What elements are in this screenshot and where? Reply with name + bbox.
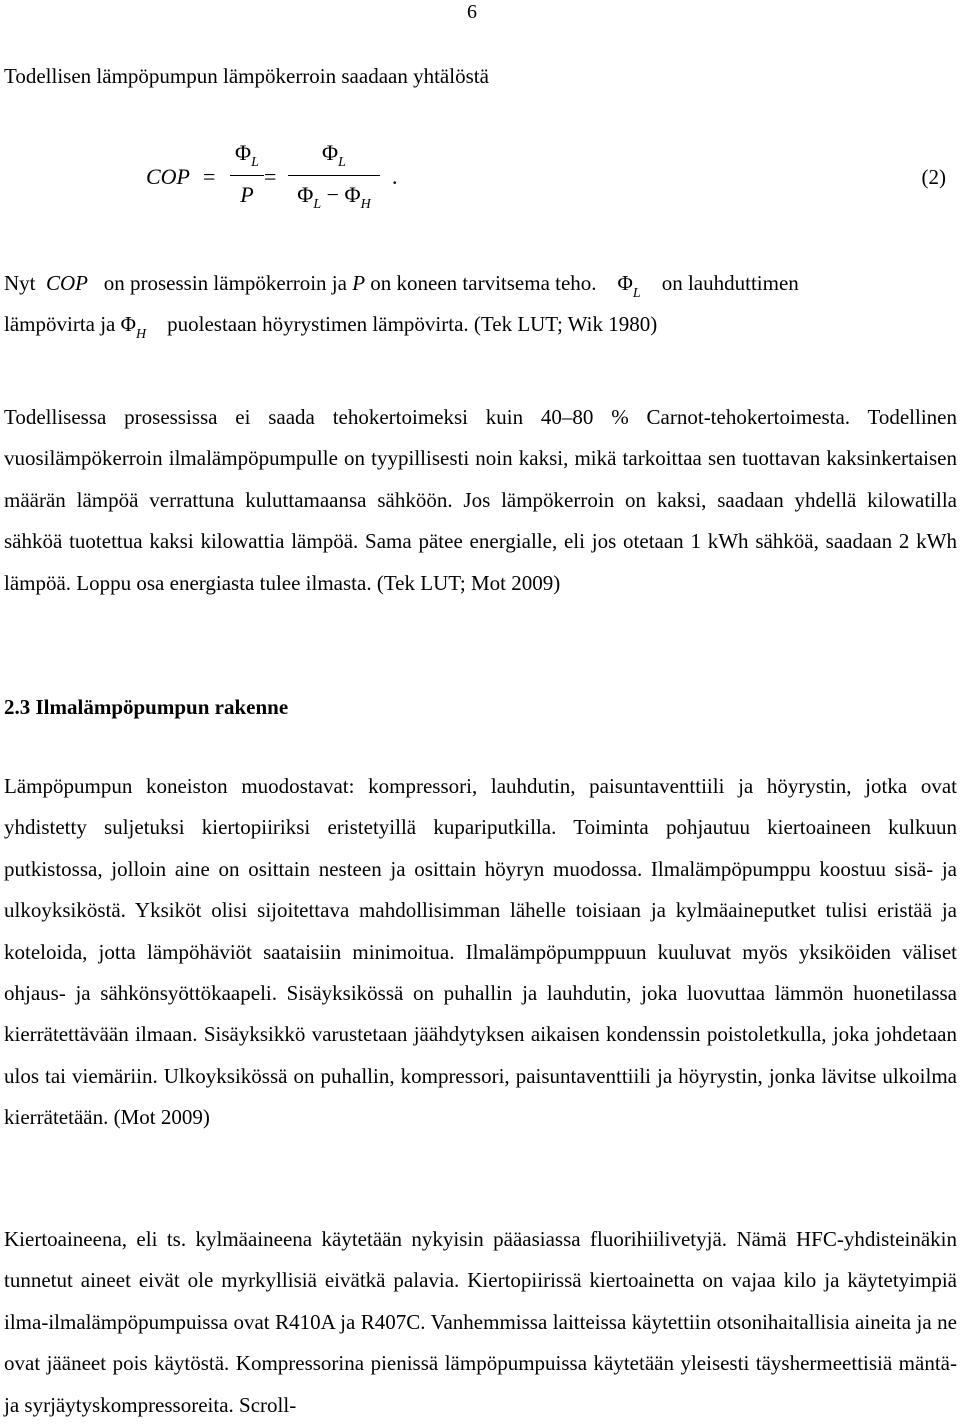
paragraph-efficiency: Todellisessa prosessissa ei saada tehokertoimeksi kuin 40–80 % Carnot-tehokertoimesta. Todellinen vuosilämpökerroin ilmalämpöpumpulle on tyypillisesti noin kaksi, mikä tarkoittaa sen tuottavan kaksinkertaisen määrän lämpöä verrattuna kuluttamaansa sähköön. Jos lämpökerroin on kaksi, saadaan yhdellä kilowatilla sähköä tuotettua kaksi kilowattia lämpöä. Sama pätee energialle, eli jos otetaan 1 kWh sähköä, saadaan 2 kWh lämpöä. Loppu osa energiasta tulee ilmasta. (Tek LUT; Mot 2009) (4, 405, 957, 595)
fraction-1-bar (230, 175, 264, 176)
paragraph-definitions: Nyt COP on prosessin lämpökerroin ja P on koneen tarvitsema teho. $\Phi_L$ on lauhduttimen lämpövirta ja $\Phi_H$ puolestaan höyrystimen lämpövirta. (Tek LUT; Wik 1980) (4, 271, 799, 343)
fraction-1-numerator: $\Phi_L$ (235, 140, 259, 170)
equation-equals-1: = (203, 164, 216, 189)
equation-period: . (392, 164, 398, 189)
fraction-2-numerator: $\Phi_L$ (322, 140, 346, 170)
paragraph-refrigerant: Kiertoaineena, eli ts. kylmäaineena käytetään nykyisin pääasiassa fluorihiilivetyjä. Nämä HFC-yhdisteinäkin tunnetut aineet eivät ole myrkyllisiä eivätkä palavia. Kiertopiirissä kiertoainetta on vajaa kilo ja käytetyimpiä ilma-ilmalämpöpumpuissa ovat R410A ja R407C. Vanhemmissa laitteissa käytettiin otsonihaitallisia aineita ja ne ovat jääneet pois käytöstä. Kompressorina pienissä lämpöpumpuissa käytetään yleisesti täyshermeettisiä mäntä- ja syrjäytyskompressoreita. Scroll- (4, 1227, 957, 1417)
equation-equals-2: = (264, 164, 277, 189)
cop-equation (0, 140, 960, 220)
section-heading: 2.3 Ilmalämpöpumpun rakenne (4, 695, 289, 719)
page-number: 6 (467, 1, 477, 23)
intro-text: Todellisen lämpöpumpun lämpökerroin saadaan yhtälöstä (4, 64, 489, 88)
equation-number: (2) (921, 165, 946, 189)
fraction-2-bar (288, 175, 380, 176)
equation-cop: COP (146, 164, 190, 189)
fraction-2-denominator: $\Phi_L - \Phi_H$ (297, 182, 371, 212)
paragraph-structure: Lämpöpumpun koneiston muodostavat: kompressori, lauhdutin, paisuntaventtiili ja höyrystin, jotka ovat yhdistetty suljetuksi kiertopiiriksi eristetyillä kupariputkilla. Toiminta pohjautuu kiertoaineen kulkuun putkistossa, jolloin aine on osittain nesteen ja osittain höyryn muodossa. Ilmalämpöpumppu koostuu sisä- ja ulkoyksiköstä. Yksiköt olisi sijoitettava mahdollisimman lähelle toisiaan ja kylmäaineputket tulisi eristää ja koteloida, jotta lämpöhäviöt saataisiin minimoitua. Ilmalämpöpumppuun kuuluvat myös yksiköiden väliset ohjaus- ja sähkönsyöttökaapeli. Sisäyksikössä on puhallin ja lauhdutin, joka luovuttaa lämmön huonetilassa kierrätettävään ilmaan. Sisäyksikkö varustetaan jäähdytyksen aikaisen kondenssin poistoletkulla, joka johdetaan ulos tai viemäriin. Ulkoyksikössä on puhallin, kompressori, paisuntaventtiili ja höyrystin, jonka lävitse ulkoilma kierrätetään. (Mot 2009) (4, 774, 957, 1130)
fraction-1-denominator: P (240, 182, 254, 207)
